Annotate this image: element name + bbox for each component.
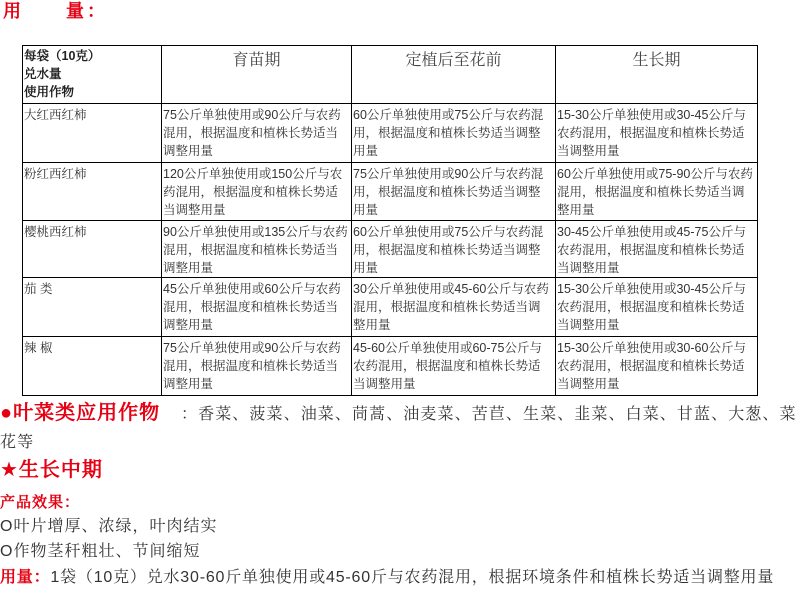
transplant-to-flowering-cell	[352, 104, 556, 163]
cell-text-line: 用量	[353, 261, 379, 275]
cell-text-line: 60公斤单独使用或75公斤与农药混	[353, 225, 544, 239]
cell-text-line: 当调整用量	[557, 318, 620, 332]
cell-text-line: 15-30公斤单独使用或30-60公斤与	[557, 341, 746, 355]
effect-item: O作物茎秆粗壮、节间缩短	[0, 543, 201, 560]
cell-text-line: 混用，根据温度和植株长势适当调	[353, 300, 541, 314]
cell-text-line: 当调整用量	[557, 144, 620, 158]
seedling-stage-cell	[162, 221, 352, 278]
cell-text-line: 调整用量	[163, 377, 214, 391]
header-line-crop: 使用作物	[24, 85, 75, 99]
cell-text-line: 药混用，根据温度和植株长势适	[163, 185, 339, 199]
leafy-crops-paragraph	[0, 399, 800, 457]
cell-text-line: 混用，根据温度和植株长势适当	[163, 359, 339, 373]
cell-text-line: 120公斤单独使用或150公斤与农	[163, 167, 343, 181]
seedling-stage-cell	[162, 337, 352, 396]
crop-name-cell: 樱桃西红柿	[23, 221, 162, 278]
transplant-to-flowering-cell	[352, 221, 556, 278]
header-transplant-to-flowering: 定植后至花前	[352, 46, 556, 104]
transplant-to-flowering-cell	[352, 337, 556, 396]
growth-stage-cell	[556, 104, 758, 163]
table-row	[23, 163, 758, 221]
cell-text-line: 用，根据温度和植株长势适当调整	[353, 243, 541, 257]
dosage-label: 用量：	[0, 569, 51, 586]
seedling-stage-cell	[162, 278, 352, 337]
growth-stage-cell	[556, 163, 758, 221]
header-growth-stage: 生长期	[556, 46, 758, 104]
header-cell-dosage-crop	[23, 46, 162, 104]
header-line-per-bag: 每袋（10克）	[24, 49, 101, 63]
table-row	[23, 104, 758, 163]
crop-name-cell: 大红西红柿	[23, 104, 162, 163]
cell-text-line: 用，根据温度和植株长势适当调整	[353, 185, 541, 199]
growth-stage-cell	[556, 337, 758, 396]
cell-text-line: 75公斤单独使用或90公斤与农药	[163, 108, 341, 122]
effect-item: O叶片增厚、浓绿，叶肉结实	[0, 518, 218, 535]
cell-text-line: 15-30公斤单独使用或30-45公斤与	[557, 108, 746, 122]
header-seedling-stage: 育苗期	[162, 46, 352, 104]
cell-text-line: 75公斤单独使用或90公斤与农药	[163, 341, 341, 355]
cell-text-line: 农药混用，根据温度和植株长势适	[557, 243, 745, 257]
growth-stage-cell	[556, 278, 758, 337]
cell-text-line: 农药混用，根据温度和植株长势适	[557, 359, 745, 373]
cell-text-line: 60公斤单独使用或75-90公斤与农药	[557, 167, 753, 181]
cell-text-line: 30-45公斤单独使用或45-75公斤与	[557, 225, 746, 239]
cell-text-line: 当调整用量	[557, 261, 620, 275]
cell-text-line: 农药混用，根据温度和植株长势适	[557, 126, 745, 140]
cell-text-line: 15-30公斤单独使用或30-45公斤与	[557, 282, 746, 296]
leafy-crops-list: ：香菜、菠菜、油菜、茼蒿、油麦菜、苦苣、生菜、韭菜、白菜、甘蓝、大葱、菜花等	[0, 406, 797, 451]
cell-text-line: 用，根据温度和植株长势适当调整	[353, 126, 541, 140]
cell-text-line: 农药混用，根据温度和植株长势适	[353, 359, 541, 373]
cell-text-line: 90公斤单独使用或135公斤与农药	[163, 225, 348, 239]
cell-text-line: 45-60公斤单独使用或60-75公斤与	[353, 341, 542, 355]
product-effects-label: 产品效果：	[0, 494, 81, 511]
table-row	[23, 278, 758, 337]
cell-text-line: 用量	[353, 203, 379, 217]
table-row	[23, 337, 758, 396]
cell-text-line: 混用，根据温度和植株长势适当调	[557, 185, 745, 199]
leafy-crops-label: ●叶菜类应用作物	[0, 402, 161, 424]
dosage-line	[0, 567, 800, 589]
crop-name-cell: 茄 类	[23, 278, 162, 337]
cell-text-line: 混用，根据温度和植株长势适当	[163, 243, 339, 257]
cell-text-line: 当调整用量	[557, 377, 620, 391]
dosage-heading: 用 量：	[3, 1, 108, 21]
cell-text-line: 调整用量	[163, 144, 214, 158]
growth-stage-cell	[556, 221, 758, 278]
table-body	[23, 104, 758, 396]
cell-text-line: 调整用量	[163, 261, 214, 275]
cell-text-line: 当调整用量	[163, 203, 226, 217]
cell-text-line: 60公斤单独使用或75公斤与农药混	[353, 108, 544, 122]
cell-text-line: 调整用量	[163, 318, 214, 332]
crop-name-cell: 粉红西红柿	[23, 163, 162, 221]
transplant-to-flowering-cell	[352, 163, 556, 221]
cell-text-line: 30公斤单独使用或45-60公斤与农药	[353, 282, 549, 296]
cell-text-line: 农药混用，根据温度和植株长势适	[557, 300, 745, 314]
seedling-stage-cell	[162, 163, 352, 221]
section-title-mid-growth: ★生长中期	[0, 459, 103, 481]
table-header-row	[23, 46, 758, 104]
transplant-to-flowering-cell	[352, 278, 556, 337]
dosage-text: 1袋（10克）兑水30-60斤单独使用或45-60斤与农药混用，根据环境条件和植株长势适当调整用量	[50, 569, 775, 586]
cell-text-line: 混用，根据温度和植株长势适当	[163, 300, 339, 314]
cell-text-line: 整用量	[557, 203, 595, 217]
header-line-water-amount: 兑水量	[24, 67, 62, 81]
cell-text-line: 当调整用量	[353, 377, 416, 391]
cell-text-line: 45公斤单独使用或60公斤与农药	[163, 282, 341, 296]
seedling-stage-cell	[162, 104, 352, 163]
cell-text-line: 75公斤单独使用或90公斤与农药混	[353, 167, 544, 181]
dosage-table	[22, 45, 758, 396]
cell-text-line: 混用，根据温度和植株长势适当	[163, 126, 339, 140]
crop-name-cell: 辣 椒	[23, 337, 162, 396]
cell-text-line: 整用量	[353, 318, 391, 332]
table-row	[23, 221, 758, 278]
cell-text-line: 用量	[353, 144, 379, 158]
